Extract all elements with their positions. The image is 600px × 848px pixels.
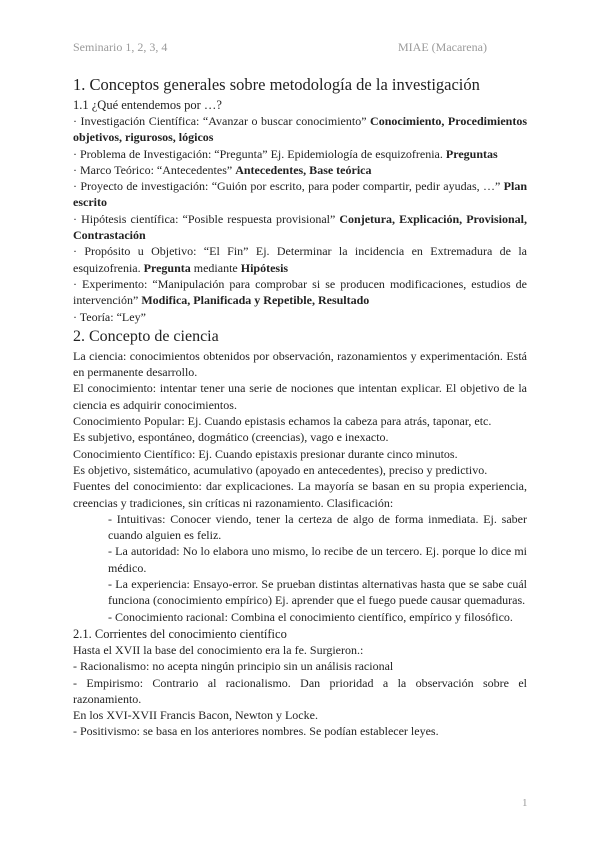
paragraph: - Racionalismo: no acepta ningún principio sin un análisis racional [73,659,394,674]
knowledge-source-item: - Intuitivas: Conocer viendo, tener la certeza de algo de forma inmediata. Ej. saber cuando alguien es feliz. [108,511,527,543]
header-left: Seminario 1, 2, 3, 4 [73,40,168,54]
section21-title: 2.1. Corrientes del conocimiento científico [73,626,287,641]
paragraph: Fuentes del conocimiento: dar explicaciones. La mayoría se basan en su propia experiencia, creencias y tradiciones, sin críticas ni razonamiento. Clasificación: [73,479,527,510]
paragraph: Conocimiento Popular: Ej. Cuando epistasis echamos la cabeza para atrás, taponar, etc. [73,414,492,429]
section1-title: 1. Conceptos generales sobre metodología de la investigación [73,75,480,94]
knowledge-source-item: - La autoridad: No lo elabora uno mismo, lo recibe de un tercero. Ej. porque lo dice mi médico. [108,544,527,575]
header-right: MIAE (Macarena) [398,40,487,54]
definition-item: · Hipótesis científica: “Posible respuesta provisional” Conjetura, Explicación, Provisional, Contrastación [73,211,527,243]
section1-subtitle: 1.1 ¿Qué entendemos por …? [73,98,222,112]
paragraph: - Positivismo: se basa en los anteriores nombres. Se podían establecer leyes. [73,724,439,739]
definition-item: · Problema de Investigación: “Pregunta” Ej. Epidemiología de esquizofrenia. Preguntas [73,146,498,161]
page-number: 1 [522,797,528,809]
paragraph: Hasta el XVII la base del conocimiento era la fe. Surgieron.: [73,642,364,657]
paragraph: La ciencia: conocimientos obtenidos por observación, razonamientos y experimentación. Está en permanente desarrollo. [73,348,527,380]
paragraph: Es subjetivo, espontáneo, dogmático (creencias), vago e inexacto. [73,430,389,445]
definition-item: · Propósito u Objetivo: “El Fin” Ej. Determinar la incidencia en Extremadura de la esquizofrenia. Pregunta mediante Hipótesis [73,244,527,275]
paragraph: Es objetivo, sistemático, acumulativo (apoyado en antecedentes), preciso y predictivo. [73,462,488,477]
paragraph: En los XVI-XVII Francis Bacon, Newton y Locke. [73,708,318,723]
page-content [73,74,527,740]
paragraph: - Empirismo: Contrario al racionalismo. Dan prioridad a la observación sobre el razonamiento. [73,675,527,706]
definition-item: · Experimento: “Manipulación para comprobar si se producen modificaciones, estudios de intervención” Modifica, Planificada y Repetible, Resultado [73,276,527,308]
section2-title: 2. Concepto de ciencia [73,327,219,345]
paragraph: Conocimiento Científico: Ej. Cuando epistaxis presionar durante cinco minutos. [73,446,458,461]
definition-item: · Investigación Científica: “Avanzar o buscar conocimiento” Conocimiento, Procedimientos objetivos, rigurosos, lógicos [73,114,527,145]
definition-item: · Marco Teórico: “Antecedentes” Antecedentes, Base teórica [73,162,372,177]
paragraph: El conocimiento: intentar tener una serie de nociones que intentan explicar. El objetivo de la ciencia es adquirir conocimientos. [73,381,527,412]
knowledge-source-item: - Conocimiento racional: Combina el conocimiento científico, empírico y filosófico. [108,609,513,624]
definition-item: · Proyecto de investigación: “Guión por escrito, para poder compartir, pedir ayudas, …” Plan escrito [73,179,527,210]
knowledge-source-item: - La experiencia: Ensayo-error. Se prueban distintas alternativas hasta que se sabe cuál funciona (conocimiento empírico) Ej. aprender que el fuego puede causar quemaduras. [108,577,527,608]
definition-item: · Teoría: “Ley” [73,309,146,324]
